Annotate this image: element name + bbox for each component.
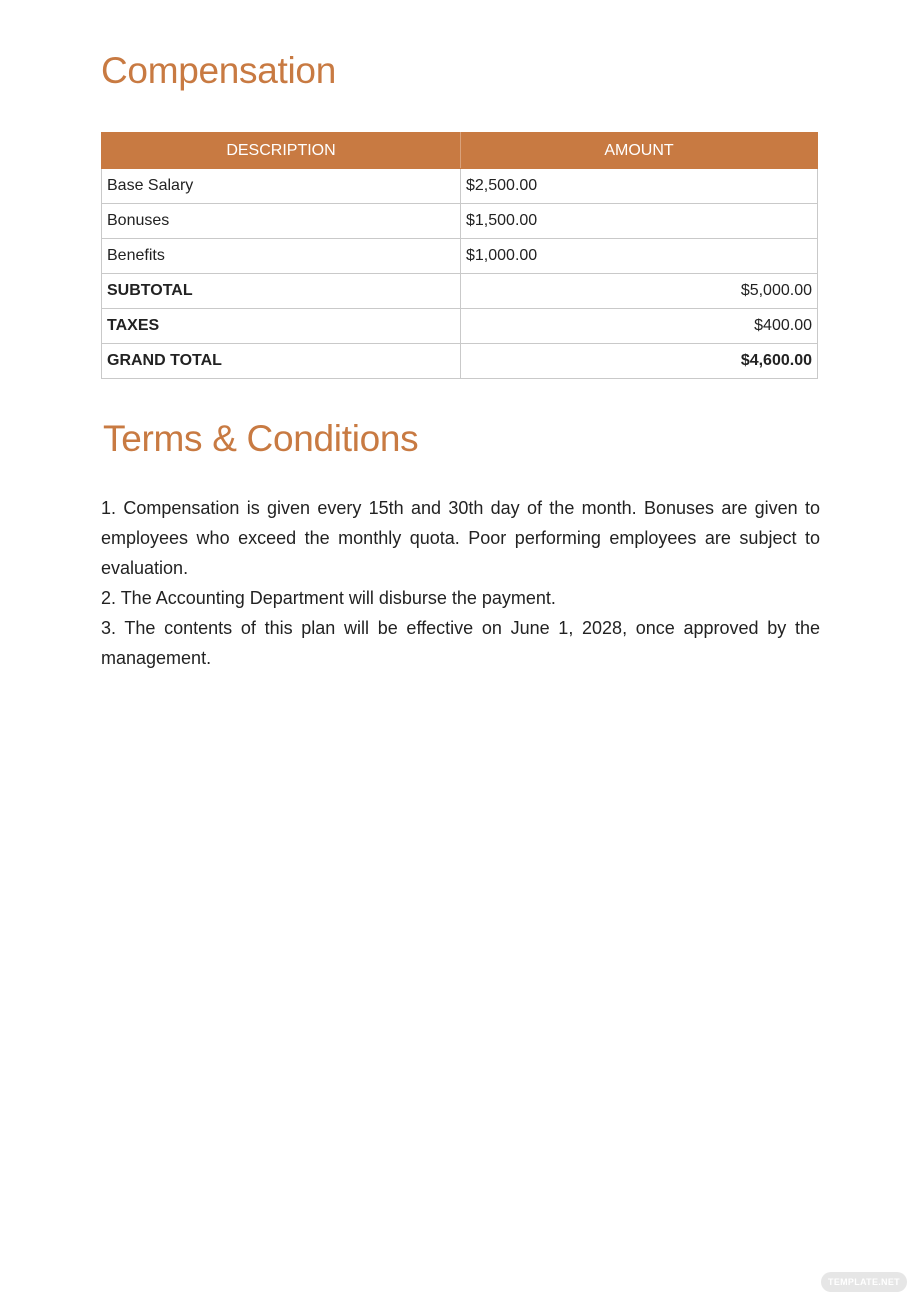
item-description: Base Salary [102, 169, 461, 204]
terms-item: 2. The Accounting Department will disburse the payment. [101, 588, 556, 608]
taxes-row [102, 309, 818, 344]
terms-title: Terms & Conditions [103, 418, 419, 459]
taxes-label: TAXES [102, 309, 461, 344]
subtotal-value: $5,000.00 [461, 274, 818, 309]
template-net-watermark: TEMPLATE.NET [821, 1272, 907, 1292]
terms-list [101, 493, 820, 673]
grand-total-row [102, 344, 818, 379]
subtotal-label: SUBTOTAL [102, 274, 461, 309]
compensation-table [101, 132, 818, 379]
grand-total-value: $4,600.00 [461, 344, 818, 379]
compensation-title: Compensation [101, 50, 336, 91]
description-column-header: DESCRIPTION [102, 133, 461, 169]
subtotal-row [102, 274, 818, 309]
terms-item: 3. The contents of this plan will be effective on June 1, 2028, once approved by the management. [101, 618, 820, 668]
grand-total-label: GRAND TOTAL [102, 344, 461, 379]
item-amount: $1,000.00 [461, 239, 818, 274]
amount-column-header: AMOUNT [461, 133, 818, 169]
terms-item: 1. Compensation is given every 15th and 30th day of the month. Bonuses are given to employees who exceed the monthly quota. Poor performing employees are subject to evaluation. [101, 498, 820, 578]
item-amount: $2,500.00 [461, 169, 818, 204]
item-amount: $1,500.00 [461, 204, 818, 239]
taxes-value: $400.00 [461, 309, 818, 344]
table-header-row [102, 133, 818, 169]
item-description: Bonuses [102, 204, 461, 239]
item-description: Benefits [102, 239, 461, 274]
table-row [102, 239, 818, 274]
table-row [102, 204, 818, 239]
table-row [102, 169, 818, 204]
